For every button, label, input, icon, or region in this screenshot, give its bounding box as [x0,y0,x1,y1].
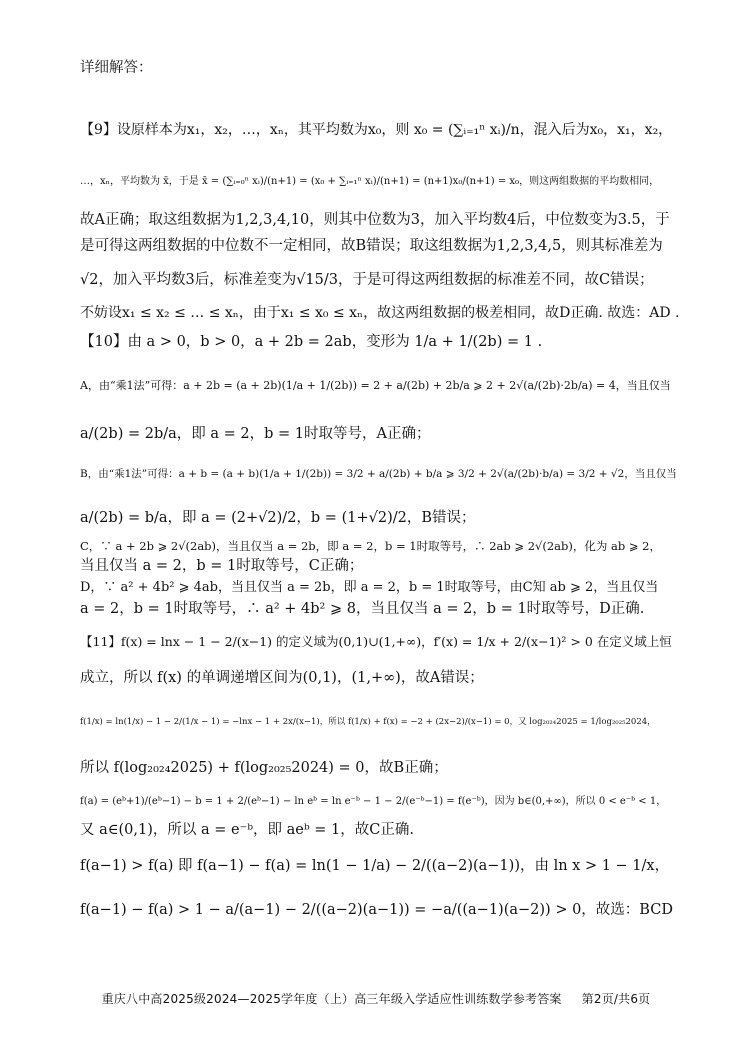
text-line: √2，加入平均数3后，标准差变为√15/3，于是可得这两组数据的标准差不同，故C错误； [80,272,654,288]
text-line: 【11】f(x) = lnx − 1 − 2/(x−1) 的定义域为(0,1)∪(1,+∞)，f′(x) = 1/x + 2/(x−1)² > 0 在定义域上恒 [80,634,672,649]
text-line: f(a−1) > f(a) 即 f(a−1) − f(a) = ln(1 − 1/a) − 2/((a−2)(a−1))，由 ln x > 1 − 1/x， [80,858,670,874]
text-line: a = 2，b = 1时取等号，∴ a² + 4b² ⩾ 8，当且仅当 a = 2，b = 1时取等号，D正确. [80,601,645,617]
text-line: f(a) = (eᵇ+1)/(eᵇ−1) − b = 1 + 2/(eᵇ−1) − ln eᵇ = ln e⁻ᵇ − 1 − 2/(e⁻ᵇ−1) = f(e⁻ᵇ)，因为 b∈(0,+∞)，所以 0 < e⁻ᵇ < 1， [80,796,667,807]
text-line: 成立，所以 f(x) 的单调递增区间为(0,1)，(1,+∞)，故A错误； [80,670,484,686]
text-line: 所以 f(log₂₀₂₄2025) + f(log₂₀₂₅2024) = 0，故B正确； [80,760,448,776]
text-line: a/(2b) = b/a，即 a = (2+√2)/2，b = (1+√2)/2，B错误； [80,510,476,526]
text-line: 【9】设原样本为x₁，x₂，…，xₙ，其平均数为x₀，则 x₀ = (∑ᵢ₌₁ⁿ xᵢ)/n，混入后为x₀，x₁，x₂， [80,122,673,138]
footer-title: 重庆八中高2025级2024—2025学年度（上）高三年级入学适应性训练数学参考答案 [101,992,562,1006]
text-line: f(1/x) = ln(1/x) − 1 − 2/(1/x − 1) = −lnx − 1 + 2x/(x−1)，所以 f(1/x) + f(x) = −2 + (2x−2)/(x−1) = 0，又 log₂₀₂₄2025 = 1/log₂₀₂₅2024， [80,717,656,727]
text-line: 又 a∈(0,1)，所以 a = e⁻ᵇ，即 aeᵇ = 1，故C正确. [80,822,414,838]
text-line: 是可得这两组数据的中位数不一定相同，故B错误；取这组数据为1,2,3,4,5，则其标准差为 [80,238,663,254]
text-line: …，xₙ，平均数为 x̄，于是 x̄ = (∑ᵢ₌₀ⁿ xᵢ)/(n+1) = (x₀ + ∑ᵢ₌₁ⁿ xᵢ)/(n+1) = (n+1)x₀/(n+1) = x₀，则这两组数据的平均数相同， [80,176,660,187]
text-line: a/(2b) = 2b/a，即 a = 2，b = 1时取等号，A正确； [80,426,431,442]
text-line: 当且仅当 a = 2，b = 1时取等号，C正确； [80,558,364,574]
text-line: A，由“乘1法”可得：a + 2b = (a + 2b)(1/a + 1/(2b)) = 2 + a/(2b) + 2b/a ⩾ 2 + 2√(a/(2b)·2b/a) = 4，当且仅当 [80,379,671,392]
text-line: C，∵ a + 2b ⩾ 2√(2ab)，当且仅当 a = 2b，即 a = 2，b = 1时取等号，∴ 2ab ⩾ 2√(2ab)，化为 ab ⩾ 2， [80,539,661,553]
text-line: f(a−1) − f(a) > 1 − a/(a−1) − 2/((a−2)(a−1)) = −a/((a−1)(a−2)) > 0，故选：BCD [80,902,673,918]
text-line: 【10】由 a > 0，b > 0，a + 2b = 2ab，变形为 1/a + 1/(2b) = 1 . [80,334,543,350]
text-line: D，∵ a² + 4b² ⩾ 4ab，当且仅当 a = 2b，即 a = 2，b = 1时取等号，由C知 ab ⩾ 2，当且仅当 [80,580,659,595]
text-line: 故A正确；取这组数据为1,2,3,4,10，则其中位数为3，加入平均数4后，中位数变为3.5，于 [80,212,670,228]
footer-page-number: 第2页/共6页 [581,992,651,1006]
text-line: B，由“乘1法”可得：a + b = (a + b)(1/a + 1/(2b)) = 3/2 + a/(2b) + b/a ⩾ 3/2 + 2√(a/(2b)·b/a) = 3/2 + √2，当且仅当 [80,468,677,480]
section-heading: 详细解答： [80,60,153,76]
text-line: 不妨设x₁ ≤ x₂ ≤ … ≤ xₙ，由于x₁ ≤ x₀ ≤ xₙ，故这两组数据的极差相同，故D正确. 故选：AD . [80,305,680,321]
page-footer [0,990,752,1007]
